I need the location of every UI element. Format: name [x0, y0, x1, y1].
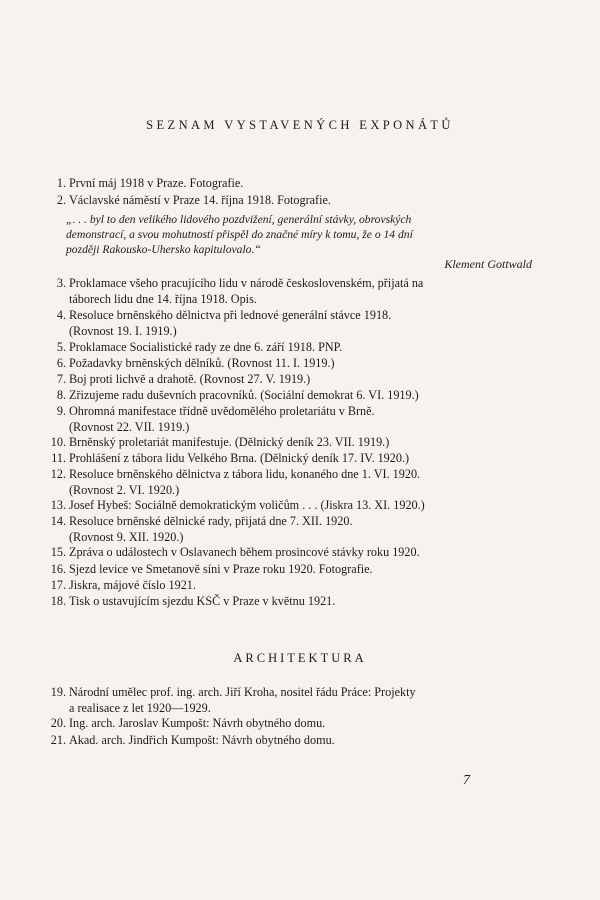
architecture-heading: ARCHITEKTURA	[233, 651, 367, 665]
item-text: Akad. arch. Jindřich Kumpošt: Návrh obytného domu.	[69, 733, 335, 747]
item-text: Josef Hybeš: Sociálně demokratickým voličům . . . (Jiskra 13. XI. 1920.)	[69, 498, 425, 512]
item-number: 7.	[56, 372, 66, 386]
item-number: 12.	[50, 467, 66, 481]
item-text: Brněnský proletariát manifestuje. (Dělnický deník 23. VII. 1919.)	[69, 435, 390, 449]
item-text: (Rovnost 22. VII. 1919.)	[69, 420, 190, 434]
item-text: a realisace z let 1920—1929.	[69, 701, 211, 715]
item-number: 9.	[56, 404, 66, 418]
quote-line: později Rakousko-Uhersko kapitulovalo.“	[66, 243, 261, 256]
item-text: Resoluce brněnské dělnické rady, přijatá dne 7. XII. 1920.	[69, 514, 353, 528]
item-text: Národní umělec prof. ing. arch. Jiří Kroha, nositel řádu Práce: Projekty	[69, 685, 416, 699]
item-text: (Rovnost 9. XII. 1920.)	[69, 530, 184, 544]
item-number: 15.	[50, 545, 66, 559]
item-number: 3.	[56, 276, 66, 290]
item-number: 10.	[50, 435, 66, 449]
item-text: Jiskra, májové číslo 1921.	[69, 578, 196, 592]
quote-line: demonstrací, a svou mohutností přispěl do značné míry k tomu, že o 14 dní	[66, 228, 413, 241]
item-number: 17.	[50, 578, 66, 592]
item-text: Proklamace všeho pracujícího lidu v národě československém, přijatá na	[69, 276, 424, 290]
item-text: Zřizujeme radu duševních pracovníků. (Sociální demokrat 6. VI. 1919.)	[69, 388, 419, 402]
item-text: Prohlášení z tábora lidu Velkého Brna. (Dělnický deník 17. IV. 1920.)	[69, 451, 410, 465]
item-number: 16.	[50, 562, 66, 576]
item-text: (Rovnost 2. VI. 1920.)	[69, 483, 180, 497]
item-text: Zpráva o událostech v Oslavanech během prosincové stávky roku 1920.	[69, 545, 420, 559]
exhibits-heading: SEZNAM VYSTAVENÝCH EXPONÁTŮ	[146, 118, 454, 132]
item-number: 1.	[56, 176, 66, 190]
item-number: 19.	[50, 685, 66, 699]
item-text: Boj proti lichvě a drahotě. (Rovnost 27. V. 1919.)	[69, 372, 311, 386]
item-text: (Rovnost 19. I. 1919.)	[69, 324, 177, 338]
item-text: První máj 1918 v Praze. Fotografie.	[69, 176, 244, 190]
item-number: 5.	[56, 340, 66, 354]
item-text: táborech lidu dne 14. října 1918. Opis.	[69, 292, 257, 306]
item-number: 6.	[56, 356, 66, 370]
item-number: 18.	[50, 594, 66, 608]
quote-author: Klement Gottwald	[444, 257, 532, 271]
quote-line: „. . . byl to den velikého lidového pozdvižení, generální stávky, obrovských	[66, 213, 412, 226]
item-text: Resoluce brněnského dělnictva z tábora lidu, konaného dne 1. VI. 1920.	[69, 467, 421, 481]
item-number: 13.	[50, 498, 66, 512]
item-number: 8.	[56, 388, 66, 402]
item-number: 20.	[50, 716, 66, 730]
item-number: 14.	[50, 514, 66, 528]
item-text: Tisk o ustavujícím sjezdu KSČ v Praze v květnu 1921.	[69, 594, 336, 608]
item-text: Požadavky brněnských dělníků. (Rovnost 11. I. 1919.)	[69, 356, 335, 370]
item-number: 11.	[51, 451, 66, 465]
item-text: Resoluce brněnského dělnictva při lednové generální stávce 1918.	[69, 308, 392, 322]
item-text: Ohromná manifestace třídně uvědomělého proletariátu v Brně.	[69, 404, 375, 418]
item-number: 4.	[56, 308, 66, 322]
item-text: Ing. arch. Jaroslav Kumpošt: Návrh obytného domu.	[69, 716, 326, 730]
item-text: Václavské náměstí v Praze 14. října 1918. Fotografie.	[69, 193, 331, 207]
page-number: 7	[463, 773, 470, 788]
item-number: 2.	[56, 193, 66, 207]
item-text: Sjezd levice ve Smetanově síni v Praze roku 1920. Fotografie.	[69, 562, 373, 576]
item-number: 21.	[50, 733, 66, 747]
item-text: Proklamace Socialistické rady ze dne 6. září 1918. PNP.	[69, 340, 343, 354]
